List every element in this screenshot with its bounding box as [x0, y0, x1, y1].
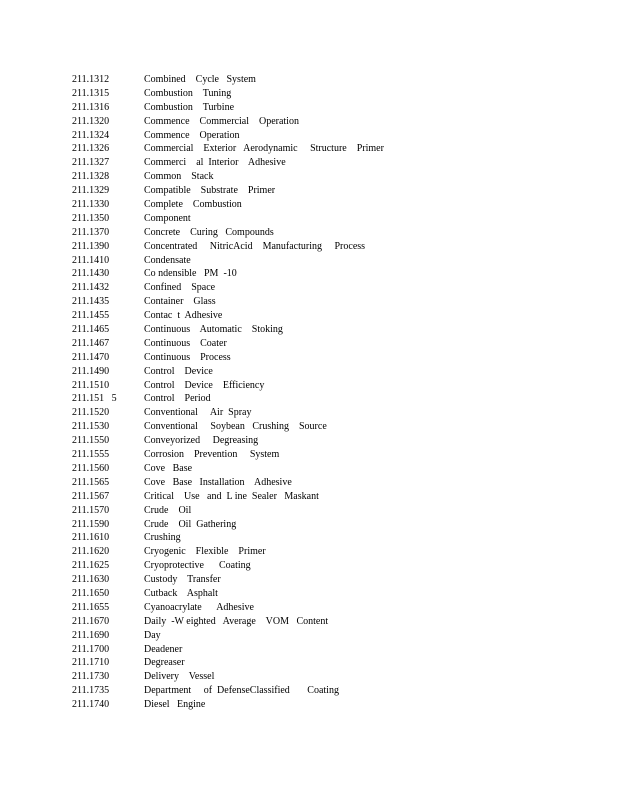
- section-number: 211.1630: [72, 574, 110, 586]
- list-item: [72, 212, 592, 226]
- list-item: [72, 643, 592, 657]
- section-number: 211.1550: [72, 435, 110, 447]
- list-item: [72, 129, 592, 143]
- defined-term: Commence Operation: [144, 129, 240, 141]
- defined-term: Diesel Engine: [144, 699, 206, 711]
- list-item: [72, 420, 592, 434]
- defined-term: Combustion Turbine: [144, 101, 235, 113]
- list-item: [72, 684, 592, 698]
- defined-term: Combined Cycle System: [144, 74, 256, 85]
- list-item: [72, 295, 592, 309]
- defined-term: Complete Combustion: [144, 199, 242, 211]
- list-item: [72, 434, 592, 448]
- section-number: 211.1620: [72, 546, 110, 558]
- list-item: [72, 379, 592, 393]
- section-number: 211.1330: [72, 199, 110, 211]
- section-number: 211.1410: [72, 254, 110, 266]
- defined-term: Deadener: [144, 643, 183, 655]
- defined-term: Day: [144, 629, 161, 641]
- defined-term: Common Stack: [144, 171, 214, 183]
- defined-term: Control Device Efficiency: [144, 379, 265, 391]
- list-item: [72, 476, 592, 490]
- list-item: [72, 406, 592, 420]
- list-item: [72, 531, 592, 545]
- list-item: [72, 504, 592, 518]
- defined-term: Department of DefenseClassified Coating: [144, 685, 339, 697]
- list-item: [72, 337, 592, 351]
- list-item: [72, 351, 592, 365]
- defined-term: Container Glass: [144, 296, 216, 308]
- section-number: 211.1326: [72, 143, 110, 155]
- section-number: 211.1567: [72, 490, 110, 502]
- list-item: [72, 198, 592, 212]
- defined-term: Conveyorized Degreasing: [144, 435, 259, 447]
- list-item: [72, 545, 592, 559]
- section-number: 211.151 5: [72, 393, 117, 405]
- section-number: 211.1730: [72, 671, 110, 683]
- defined-term: Cryogenic Flexible Primer: [144, 546, 266, 558]
- list-item: [72, 240, 592, 254]
- defined-term: Contac t Adhesive: [144, 310, 223, 322]
- list-item: [72, 226, 592, 240]
- section-number: 211.1435: [72, 296, 110, 308]
- defined-term: Crude Oil: [144, 504, 192, 516]
- section-number: 211.1455: [72, 310, 110, 322]
- list-item: [72, 573, 592, 587]
- section-number: 211.1467: [72, 337, 110, 349]
- section-number: 211.1327: [72, 157, 110, 169]
- defined-term: Cove Base Installation Adhesive: [144, 476, 292, 488]
- section-number: 211.1570: [72, 504, 110, 516]
- list-item: [72, 656, 592, 670]
- defined-term: Co ndensible PM -10: [144, 268, 237, 280]
- defined-term: Condensate: [144, 254, 191, 266]
- defined-term: Continuous Coater: [144, 337, 227, 349]
- section-number: 211.1590: [72, 518, 110, 530]
- defined-term: Daily -W eighted Average VOM Content: [144, 615, 329, 627]
- list-item: [72, 115, 592, 129]
- section-number: 211.1324: [72, 129, 110, 141]
- list-item: [72, 170, 592, 184]
- list-item: [72, 87, 592, 101]
- defined-term: Conventional Air Spray: [144, 407, 252, 419]
- defined-term: Concrete Curing Compounds: [144, 226, 274, 238]
- defined-term: Custody Transfer: [144, 574, 221, 586]
- section-number: 211.1560: [72, 462, 110, 474]
- defined-term: Cutback Asphalt: [144, 587, 218, 599]
- section-number: 211.1530: [72, 421, 110, 433]
- list-item: [72, 142, 592, 156]
- section-number: 211.1700: [72, 643, 110, 655]
- list-item: [72, 462, 592, 476]
- section-number: 211.1555: [72, 449, 110, 461]
- list-item: [72, 601, 592, 615]
- defined-term: Control Device: [144, 365, 213, 377]
- section-number: 211.1315: [72, 87, 110, 99]
- list-item: [72, 490, 592, 504]
- defined-term: Degreaser: [144, 657, 185, 669]
- list-item: [72, 281, 592, 295]
- section-number: 211.1610: [72, 532, 110, 544]
- defined-term: Crushing: [144, 532, 181, 544]
- defined-term: Control Period: [144, 393, 211, 405]
- list-item: [72, 101, 592, 115]
- list-item: [72, 518, 592, 532]
- section-number: 211.1510: [72, 379, 110, 391]
- list-item: [72, 184, 592, 198]
- list-item: [72, 323, 592, 337]
- section-number: 211.1430: [72, 268, 110, 280]
- defined-term: Critical Use and L ine Sealer Maskant: [144, 490, 319, 502]
- section-number: 211.1465: [72, 324, 110, 336]
- defined-term: Crude Oil Gathering: [144, 518, 237, 530]
- defined-term: Confined Space: [144, 282, 216, 294]
- section-number: 211.1328: [72, 171, 110, 183]
- defined-term: Component: [144, 212, 191, 224]
- list-item: [72, 448, 592, 462]
- section-number: 211.1320: [72, 115, 110, 127]
- defined-term: Cove Base: [144, 462, 193, 474]
- defined-term: Corrosion Prevention System: [144, 449, 280, 461]
- defined-term: Commercial Exterior Aerodynamic Structure Primer: [144, 143, 384, 155]
- defined-term: Combustion Tuning: [144, 87, 232, 99]
- section-number: 211.1650: [72, 587, 110, 599]
- section-number: 211.1350: [72, 212, 110, 224]
- defined-term: Cyanoacrylate Adhesive: [144, 601, 254, 613]
- defined-term: Delivery Vessel: [144, 671, 215, 683]
- definitions-list: [72, 73, 592, 712]
- section-number: 211.1710: [72, 657, 110, 669]
- list-item: [72, 254, 592, 268]
- defined-term: Conventional Soybean Crushing Source: [144, 421, 327, 433]
- list-item: [72, 615, 592, 629]
- section-number: 211.1625: [72, 560, 110, 572]
- section-number: 211.1329: [72, 185, 110, 197]
- section-number: 211.1735: [72, 685, 110, 697]
- list-item: [72, 309, 592, 323]
- list-item: [72, 392, 592, 406]
- section-number: 211.1520: [72, 407, 110, 419]
- list-item: [72, 670, 592, 684]
- section-number: 211.1390: [72, 240, 110, 252]
- defined-term: Commerci al Interior Adhesive: [144, 157, 286, 169]
- section-number: 211.1312: [72, 74, 110, 85]
- defined-term: Continuous Process: [144, 351, 231, 363]
- section-number: 211.1470: [72, 351, 110, 363]
- defined-term: Continuous Automatic Stoking: [144, 324, 283, 336]
- section-number: 211.1490: [72, 365, 110, 377]
- section-number: 211.1565: [72, 476, 110, 488]
- defined-term: Commence Commercial Operation: [144, 115, 299, 127]
- defined-term: Compatible Substrate Primer: [144, 185, 276, 197]
- list-item: [72, 629, 592, 643]
- list-item: [72, 73, 592, 87]
- section-number: 211.1690: [72, 629, 110, 641]
- list-item: [72, 587, 592, 601]
- section-number: 211.1370: [72, 226, 110, 238]
- section-number: 211.1670: [72, 615, 110, 627]
- section-number: 211.1316: [72, 101, 110, 113]
- list-item: [72, 267, 592, 281]
- defined-term: Cryoprotective Coating: [144, 560, 251, 572]
- section-number: 211.1655: [72, 601, 110, 613]
- list-item: [72, 559, 592, 573]
- list-item: [72, 365, 592, 379]
- list-item: [72, 156, 592, 170]
- section-number: 211.1432: [72, 282, 110, 294]
- list-item: [72, 698, 592, 712]
- defined-term: Concentrated NitricAcid Manufacturing Process: [144, 240, 366, 252]
- section-number: 211.1740: [72, 699, 110, 711]
